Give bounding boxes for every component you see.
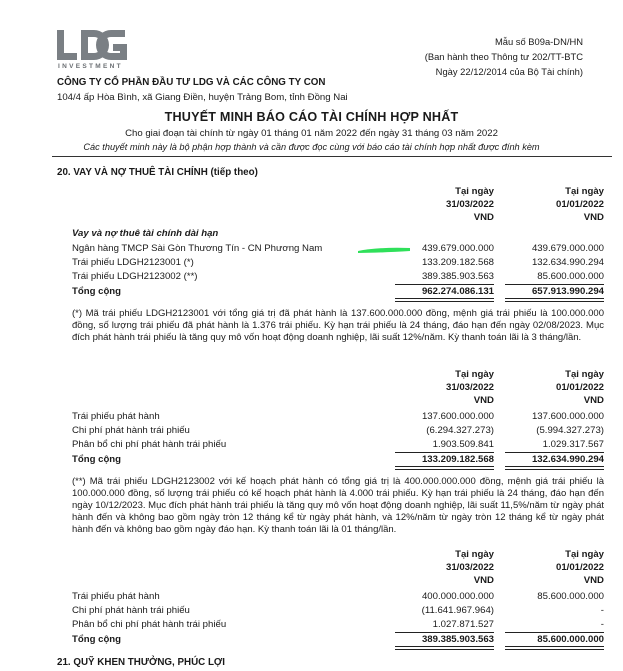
table-row-value: 133.209.182.568 bbox=[421, 257, 494, 268]
table1-total-value: 657.913.990.294 bbox=[531, 286, 604, 297]
table-row-label: Chi phí phát hành trái phiếu bbox=[72, 605, 190, 616]
col1-line1: Tại ngày bbox=[455, 369, 494, 380]
table2-total-label: Tổng cộng bbox=[72, 454, 122, 465]
total-double-rule bbox=[395, 298, 494, 302]
table-row-value: 132.634.990.294 bbox=[531, 257, 604, 268]
note-bond-2: (**) Mã trái phiếu LDGH2123002 với kế hoạch phát hành có tổng giá trị là 400.000.000.000 đồng, mệnh giá trái phiếu là 100.000.000 đồng, số lượng trái phiếu có kế hoạch phát hành là 4.000 trái phiếu. Kỳ hạn trái phiếu là 24 tháng, đáo hạn đến ngày 10/12/2023. Mục đích phát hành trái phiếu là tăng quy mô vốn hoạt động doanh nghiệp, lãi suất 11,5%/năm từ ngày phát hành đến và không bao gồm ngày tròn 12 tháng kể từ ngày phát hành, và 12%/năm từ ngày tròn 12 tháng kể từ ngày phát hành đến và không bao gồm ngày đáo hạn. Kỳ thanh toán lãi là 01 tháng/lần. bbox=[72, 476, 604, 535]
subtotal-rule bbox=[395, 632, 494, 633]
table-row-value: - bbox=[600, 619, 604, 630]
table-row-label: Trái phiếu phát hành bbox=[72, 411, 160, 422]
section-21-heading: 21. QUỸ KHEN THƯỞNG, PHÚC LỢI bbox=[57, 657, 226, 668]
table3-col1-header bbox=[380, 548, 494, 587]
table3-total-value: 389.385.903.563 bbox=[421, 634, 494, 645]
table-row-value: 400.000.000.000 bbox=[421, 591, 494, 602]
total-double-rule bbox=[395, 466, 494, 470]
header-divider bbox=[52, 156, 612, 157]
col2-line3: VND bbox=[583, 395, 604, 406]
col2-line1: Tại ngày bbox=[565, 549, 604, 560]
col1-line3: VND bbox=[473, 575, 494, 586]
col1-line3: VND bbox=[473, 395, 494, 406]
table-row-value: 1.027.871.527 bbox=[432, 619, 494, 630]
table2-total-value: 132.634.990.294 bbox=[531, 454, 604, 465]
table3-total-label: Tổng cộng bbox=[72, 634, 122, 645]
table-row-label: Trái phiếu phát hành bbox=[72, 591, 160, 602]
table1-subtitle: Vay và nợ thuê tài chính dài hạn bbox=[72, 228, 219, 239]
table3-col2-header bbox=[490, 548, 604, 587]
form-issued: (Ban hành theo Thông tư 202/TT-BTC bbox=[424, 51, 583, 62]
company-address: 104/4 ấp Hòa Bình, xã Giang Điền, huyện Trảng Bom, tỉnh Đồng Nai bbox=[57, 92, 348, 103]
table-row-label: Phân bổ chi phí phát hành trái phiếu bbox=[72, 619, 227, 630]
subtotal-rule bbox=[395, 452, 494, 453]
col2-line1: Tại ngày bbox=[565, 369, 604, 380]
col1-line2: 31/03/2022 bbox=[445, 562, 494, 573]
col2-line3: VND bbox=[583, 575, 604, 586]
table-row-value: 85.600.000.000 bbox=[537, 271, 604, 282]
section-20-heading: 20. VAY VÀ NỢ THUÊ TÀI CHÍNH (tiếp theo) bbox=[57, 167, 258, 178]
col2-line2: 01/01/2022 bbox=[555, 199, 604, 210]
col2-line2: 01/01/2022 bbox=[555, 382, 604, 393]
table-row-value: 1.029.317.567 bbox=[542, 439, 604, 450]
table3-total-value: 85.600.000.000 bbox=[537, 634, 604, 645]
col2-line3: VND bbox=[583, 212, 604, 223]
document-title: THUYẾT MINH BÁO CÁO TÀI CHÍNH HỢP NHẤT bbox=[164, 110, 459, 124]
table1-col1-header bbox=[380, 185, 494, 224]
table2-col2-header bbox=[490, 368, 604, 407]
subtotal-rule bbox=[505, 452, 604, 453]
total-double-rule bbox=[505, 466, 604, 470]
subtotal-rule bbox=[505, 632, 604, 633]
table-row-label: Trái phiếu LDGH2123001 (*) bbox=[72, 257, 194, 268]
col2-line2: 01/01/2022 bbox=[555, 562, 604, 573]
col1-line3: VND bbox=[473, 212, 494, 223]
table-row-value: 137.600.000.000 bbox=[421, 411, 494, 422]
table2-col1-header bbox=[380, 368, 494, 407]
logo-subtitle: INVESTMENT bbox=[58, 63, 123, 70]
table1-col2-header bbox=[490, 185, 604, 224]
document-period: Cho giai đoạn tài chính từ ngày 01 tháng 01 năm 2022 đến ngày 31 tháng 03 năm 2022 bbox=[125, 128, 498, 139]
table2-total-value: 133.209.182.568 bbox=[421, 454, 494, 465]
table-row-value: (5.994.327.273) bbox=[536, 425, 604, 436]
table-row-value: 137.600.000.000 bbox=[531, 411, 604, 422]
table-row-label: Phân bổ chi phí phát hành trái phiếu bbox=[72, 439, 227, 450]
table-row-value: - bbox=[600, 605, 604, 616]
col1-line1: Tại ngày bbox=[455, 186, 494, 197]
table-row-value: 389.385.903.563 bbox=[421, 271, 494, 282]
col1-line2: 31/03/2022 bbox=[445, 382, 494, 393]
total-double-rule bbox=[505, 298, 604, 302]
form-code: Mẫu số B09a-DN/HN bbox=[494, 36, 583, 47]
table-row-value: 85.600.000.000 bbox=[537, 591, 604, 602]
col1-line2: 31/03/2022 bbox=[445, 199, 494, 210]
table-row-value: 1.903.509.841 bbox=[432, 439, 494, 450]
company-name: CÔNG TY CỔ PHẦN ĐẦU TƯ LDG VÀ CÁC CÔNG TY CON bbox=[57, 77, 326, 88]
total-double-rule bbox=[505, 646, 604, 650]
table-row-value: 439.679.000.000 bbox=[421, 243, 494, 254]
subtotal-rule bbox=[395, 284, 494, 285]
document-note: Các thuyết minh này là bộ phận hợp thành và cần được đọc cùng với báo cáo tài chính hợp nhất được đính kèm bbox=[83, 142, 540, 152]
table-row-label: Ngân hàng TMCP Sài Gòn Thương Tín - CN Phương Nam bbox=[72, 243, 323, 254]
col1-line1: Tại ngày bbox=[455, 549, 494, 560]
table-row-value: 439.679.000.000 bbox=[531, 243, 604, 254]
table1-total-value: 962.274.086.131 bbox=[421, 286, 494, 297]
form-reference bbox=[425, 34, 583, 79]
table-row-value: (11.641.967.964) bbox=[421, 605, 494, 616]
table-row-value: (6.294.327.273) bbox=[426, 425, 494, 436]
table1-total-label: Tổng cộng bbox=[72, 286, 122, 297]
note-bond-1: (*) Mã trái phiếu LDGH2123001 với tổng giá trị đã phát hành là 137.600.000.000 đồng, mệnh giá trái phiếu là 100.000.000 đồng, số lượng trái phiếu đã phát hành là 1.376 trái phiếu. Kỳ hạn trái phiếu là 24 tháng, đáo hạn đến ngày 02/08/2023. Mục đích phát hành trái phiếu là tăng quy mô vốn hoạt động doanh nghiệp, lãi suất 12%/năm. Kỳ thanh toán lãi là 3 tháng/lần. bbox=[72, 308, 604, 343]
table-row-label: Chi phí phát hành trái phiếu bbox=[72, 425, 190, 436]
total-double-rule bbox=[395, 646, 494, 650]
form-date: Ngày 22/12/2014 của Bộ Tài chính) bbox=[435, 66, 583, 77]
table-row-label: Trái phiếu LDGH2123002 (**) bbox=[72, 271, 198, 282]
col2-line1: Tại ngày bbox=[565, 186, 604, 197]
subtotal-rule bbox=[505, 284, 604, 285]
